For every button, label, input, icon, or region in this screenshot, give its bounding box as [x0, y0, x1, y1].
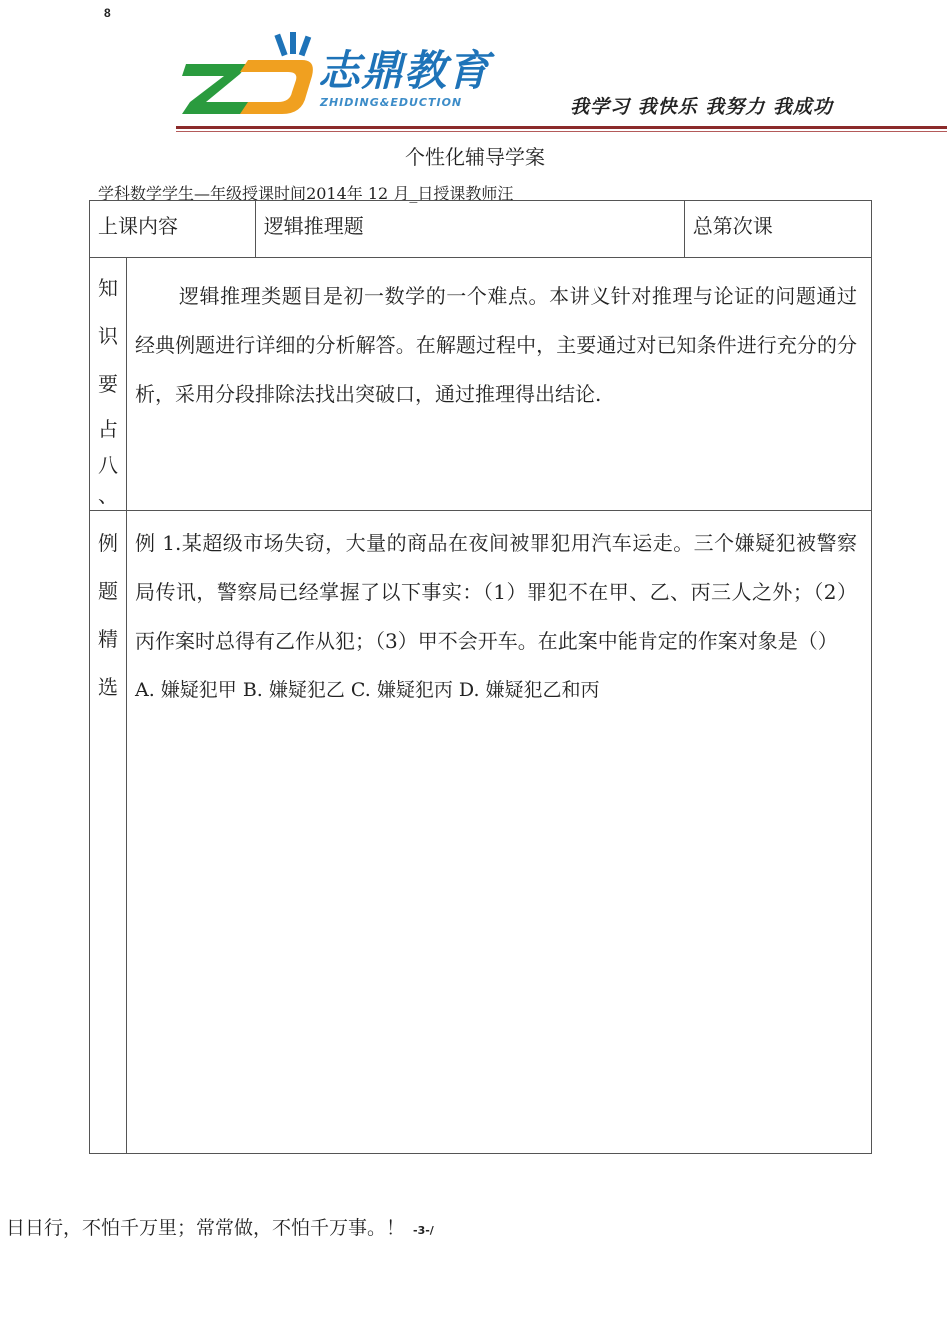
session-label: 总第次课 — [684, 201, 871, 258]
header-row — [90, 201, 872, 258]
logo-mark-icon — [178, 30, 318, 122]
knowledge-row — [90, 258, 872, 511]
example-label: 例 题 精 选 — [90, 511, 127, 1154]
knowledge-text: 逻辑推理类题目是初一数学的一个难点。本讲义针对推理与论证的问题通过经典例题进行详细的分析解答。在解题过程中，主要通过对已知条件进行充分的分析，采用分段排除法找出突破口，通过推理得出结论. — [127, 258, 872, 511]
grade-label: —年级授课时间 — [194, 184, 307, 203]
date-teacher: 年 12 月_日授课教师汪 — [346, 184, 514, 203]
lesson-plan-table — [89, 200, 872, 1154]
answer-options: A. 嫌疑犯甲 B. 嫌疑犯乙 C. 嫌疑犯丙 D. 嫌疑犯乙和丙 — [135, 679, 600, 701]
header-rule — [176, 126, 947, 129]
page-title: 个性化辅导学案 — [405, 145, 545, 169]
content-label: 上课内容 — [90, 201, 256, 258]
page-number: 8 — [104, 6, 111, 20]
subject-label: 学科 — [98, 184, 131, 203]
logo — [178, 30, 526, 122]
footer-motto: 日日行，不怕千万里；常常做，不怕千万事。！ — [6, 1217, 406, 1239]
header-rule-thin — [176, 131, 947, 132]
example-row — [90, 511, 872, 1154]
logo-name-cn: 志鼎教育 — [318, 46, 491, 95]
example-text: 例 1.某超级市场失窃，大量的商品在夜间被罪犯用汽车运走。三个嫌疑犯被警察局传讯，警察局已经掌握了以下事实：（1）罪犯不在甲、乙、丙三人之外；（2）丙作案时总得有乙作从犯；（3）甲不会开车。在此案中能肯定的作案对象是（） — [135, 531, 857, 653]
slogan: 我学习 我快乐 我努力 我成功 — [570, 96, 833, 118]
knowledge-label: 知 识 要 占 八 、 — [90, 258, 127, 511]
footer-page: -3-/ — [413, 1224, 434, 1237]
year-value: 2014 — [306, 184, 347, 203]
example-content — [127, 511, 872, 1154]
footer — [6, 1213, 434, 1240]
subject-value: 数学 — [130, 184, 163, 203]
student-label: 学生 — [162, 184, 195, 203]
logo-name-en: ZHIDING&EDUCTION — [320, 96, 463, 109]
content-value: 逻辑推理题 — [255, 201, 684, 258]
